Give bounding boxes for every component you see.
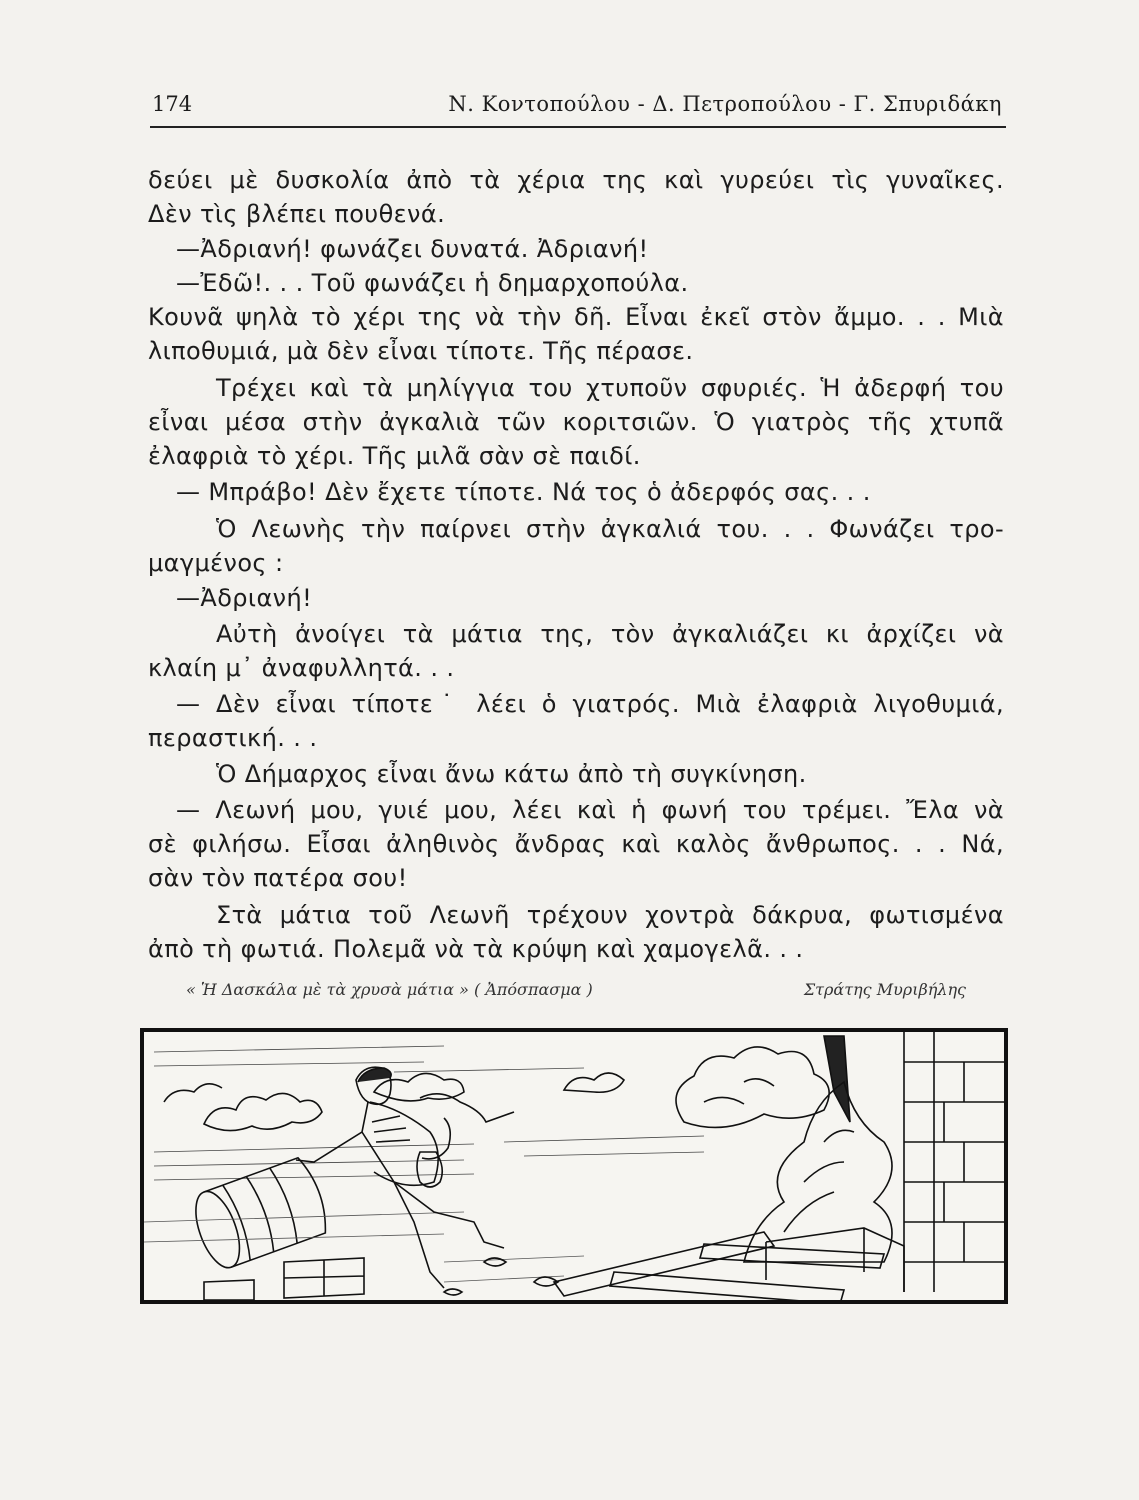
text-line: Τρέχει καὶ τὰ μηλίγγια του χτυποῦν σφυριές. Ἡ ἀδερφή του	[216, 374, 1004, 402]
text-line: —Ἐδῶ!. . . Τοῦ φωνάζει ἡ δημαρχοπούλα.	[176, 269, 689, 297]
text-line: μαγμένος :	[148, 549, 284, 577]
source-citation	[186, 980, 966, 999]
text-line: Κουνᾶ ψηλὰ τὸ χέρι της νὰ τὴν δῆ. Εἶναι ἐκεῖ στὸν ἄμμο. . . Μιὰ	[148, 303, 1004, 331]
text-line: εἶναι μέσα στὴν ἀγκαλιὰ τῶν κοριτσιῶν. Ὁ γιατρὸς τῆς χτυπᾶ	[148, 408, 1004, 436]
text-line: Στὰ μάτια τοῦ Λεωνῆ τρέχουν χοντρὰ δάκρυα, φωτισμένα	[216, 901, 1004, 929]
page-header	[150, 92, 1002, 126]
woodcut-illustration	[140, 1028, 1008, 1304]
text-line: Ὁ Λεωνὴς τὴν παίρνει στὴν ἀγκαλιά του. . . Φωνάζει τρο-	[216, 515, 1004, 543]
text-line: — Μπράβο! Δὲν ἔχετε τίποτε. Νά τος ὁ ἀδερφός σας. . .	[176, 478, 871, 506]
text-line: ἐλαφριὰ τὸ χέρι. Τῆς μιλᾶ σὰν σὲ παιδί.	[148, 442, 641, 470]
header-rule	[150, 126, 1006, 128]
text-line: Αὐτὴ ἀνοίγει τὰ μάτια της, τὸν ἀγκαλιάζει κι ἀρχίζει νὰ	[216, 620, 1004, 648]
text-line: — Δὲν εἶναι τίποτε˙ λέει ὁ γιατρός. Μιὰ ἐλαφριὰ λιγοθυμιά,	[176, 690, 1004, 718]
text-line: δεύει μὲ δυσκολία ἀπὸ τὰ χέρια της καὶ γυρεύει τὶς γυναῖκες.	[148, 166, 1004, 194]
text-line: —Ἀδριανή!	[176, 584, 313, 612]
text-line: ἀπὸ τὴ φωτιά. Πολεμᾶ νὰ τὰ κρύψη καὶ χαμογελᾶ. . .	[148, 935, 804, 963]
citation-source: « Ἡ Δασκάλα μὲ τὰ χρυσὰ μάτια » ( Ἀπόσπασμα )	[186, 980, 593, 999]
text-line: σὲ φιλήσω. Εἶσαι ἀληθινὸς ἄνδρας καὶ καλὸς ἄνθρωπος. . . Νά,	[148, 830, 1004, 858]
illustration-drawing	[144, 1032, 1004, 1300]
text-line: σὰν τὸν πατέρα σου!	[148, 864, 408, 892]
text-line: Δὲν τὶς βλέπει πουθενά.	[148, 200, 446, 228]
text-line: κλαίη μ᾽ ἀναφυλλητά. . .	[148, 654, 455, 682]
running-head-authors: Ν. Κοντοπούλου - Δ. Πετροπούλου - Γ. Σπυριδάκη	[448, 92, 1002, 116]
text-line: περαστική. . .	[148, 724, 318, 752]
citation-author: Στράτης Μυριβήλης	[803, 980, 966, 999]
text-line: Ὁ Δήμαρχος εἶναι ἄνω κάτω ἀπὸ τὴ συγκίνηση.	[216, 760, 807, 788]
page-number: 174	[152, 92, 193, 116]
text-line: —Ἀδριανή! φωνάζει δυνατά. Ἀδριανή!	[176, 235, 649, 263]
text-line: λιποθυμιά, μὰ δὲν εἶναι τίποτε. Τῆς πέρασε.	[148, 337, 694, 365]
text-line: — Λεωνή μου, γυιέ μου, λέει καὶ ἡ φωνή του τρέμει. Ἔλα νὰ	[176, 796, 1004, 824]
